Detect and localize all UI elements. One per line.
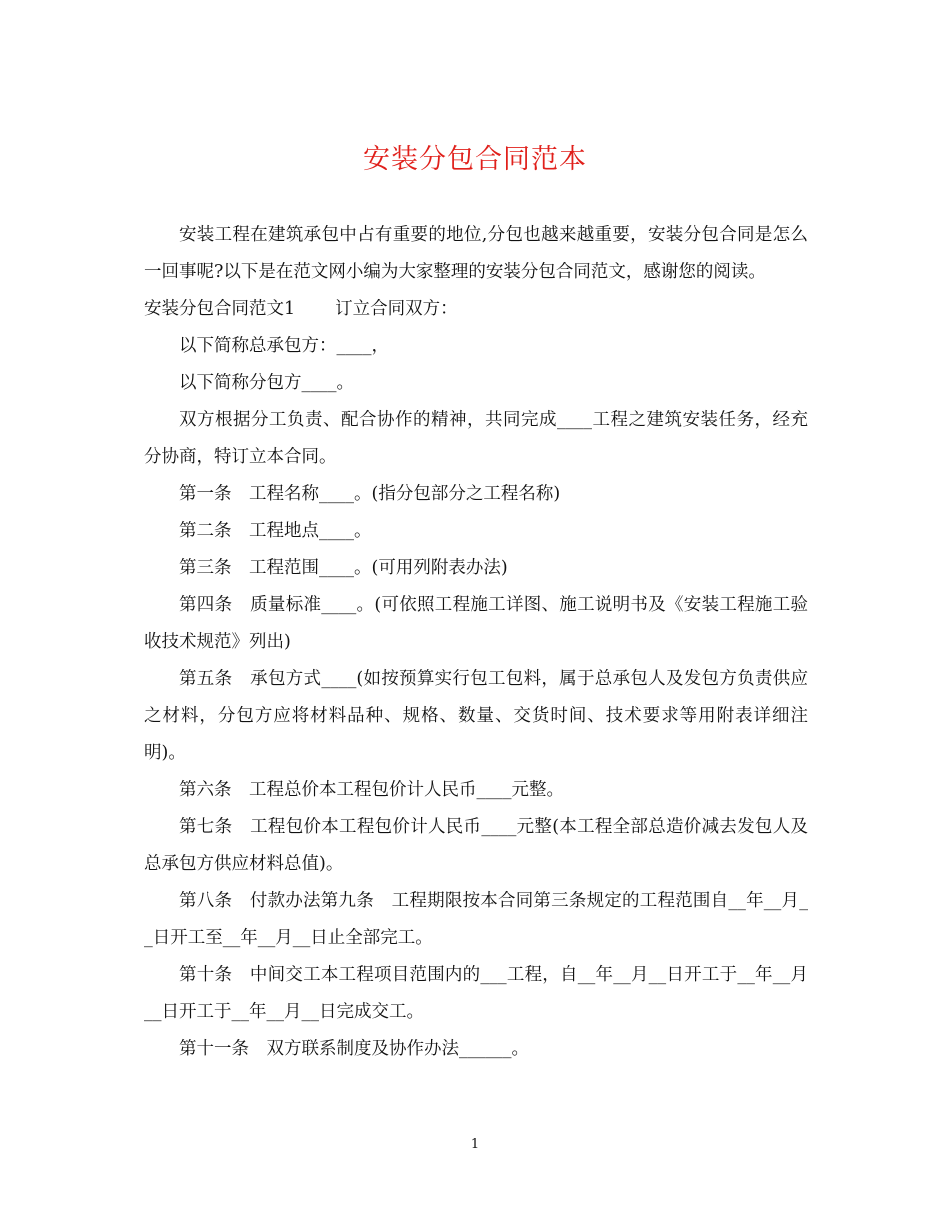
paragraph: 第五条 承包方式____(如按预算实行包工包料，属于总承包人及发包方负责供应之材料，分包方应将材料品种、规格、数量、交货时间、技术要求等用附表详细注明)。 <box>144 669 808 763</box>
paragraph: 双方根据分工负责、配合协作的精神，共同完成____工程之建筑安装任务，经充分协商，特订立本合同。 <box>144 410 808 467</box>
paragraph: 第六条 工程总价本工程包价计人民币____元整。 <box>179 780 564 800</box>
paragraph: 第一条 工程名称____。(指分包部分之工程名称) <box>179 484 561 504</box>
paragraph: 第七条 工程包价本工程包价计人民币____元整(本工程全部总造价减去发包人及总承包方供应材料总值)。 <box>144 817 808 874</box>
section-heading-line <box>144 291 808 328</box>
intro-paragraph: 安装工程在建筑承包中占有重要的地位,分包也越来越重要，安装分包合同是怎么一回事呢?以下是在范文网小编为大家整理的安装分包合同范文，感谢您的阅读。 <box>144 225 808 282</box>
paragraph: 第八条 付款办法第九条 工程期限按本合同第三条规定的工程范围自__年__月__日开工至__年__月__日止全部完工。 <box>144 891 808 948</box>
paragraph: 以下简称分包方____。 <box>179 373 354 393</box>
section-subheading: 订立合同双方： <box>335 299 458 319</box>
section-heading: 安装分包合同范文1 <box>144 299 296 319</box>
paragraph: 第十条 中间交工本工程项目范围内的___工程，自__年__月__日开工于__年__月__日开工于__年__月__日完成交工。 <box>144 965 808 1022</box>
paragraph: 第二条 工程地点____。 <box>179 521 372 541</box>
paragraph: 第四条 质量标准____。(可依照工程施工详图、施工说明书及《安装工程施工验收技术规范》列出) <box>144 595 808 652</box>
page-number: 1 <box>470 1137 480 1152</box>
paragraph: 第三条 工程范围____。(可用列附表办法) <box>179 558 508 578</box>
paragraph: 以下简称总承包方：____， <box>179 336 389 356</box>
document-title: 安装分包合同范本 <box>363 144 587 175</box>
paragraph: 第十一条 双方联系制度及协作办法______。 <box>179 1039 529 1059</box>
document-body <box>144 217 808 1068</box>
